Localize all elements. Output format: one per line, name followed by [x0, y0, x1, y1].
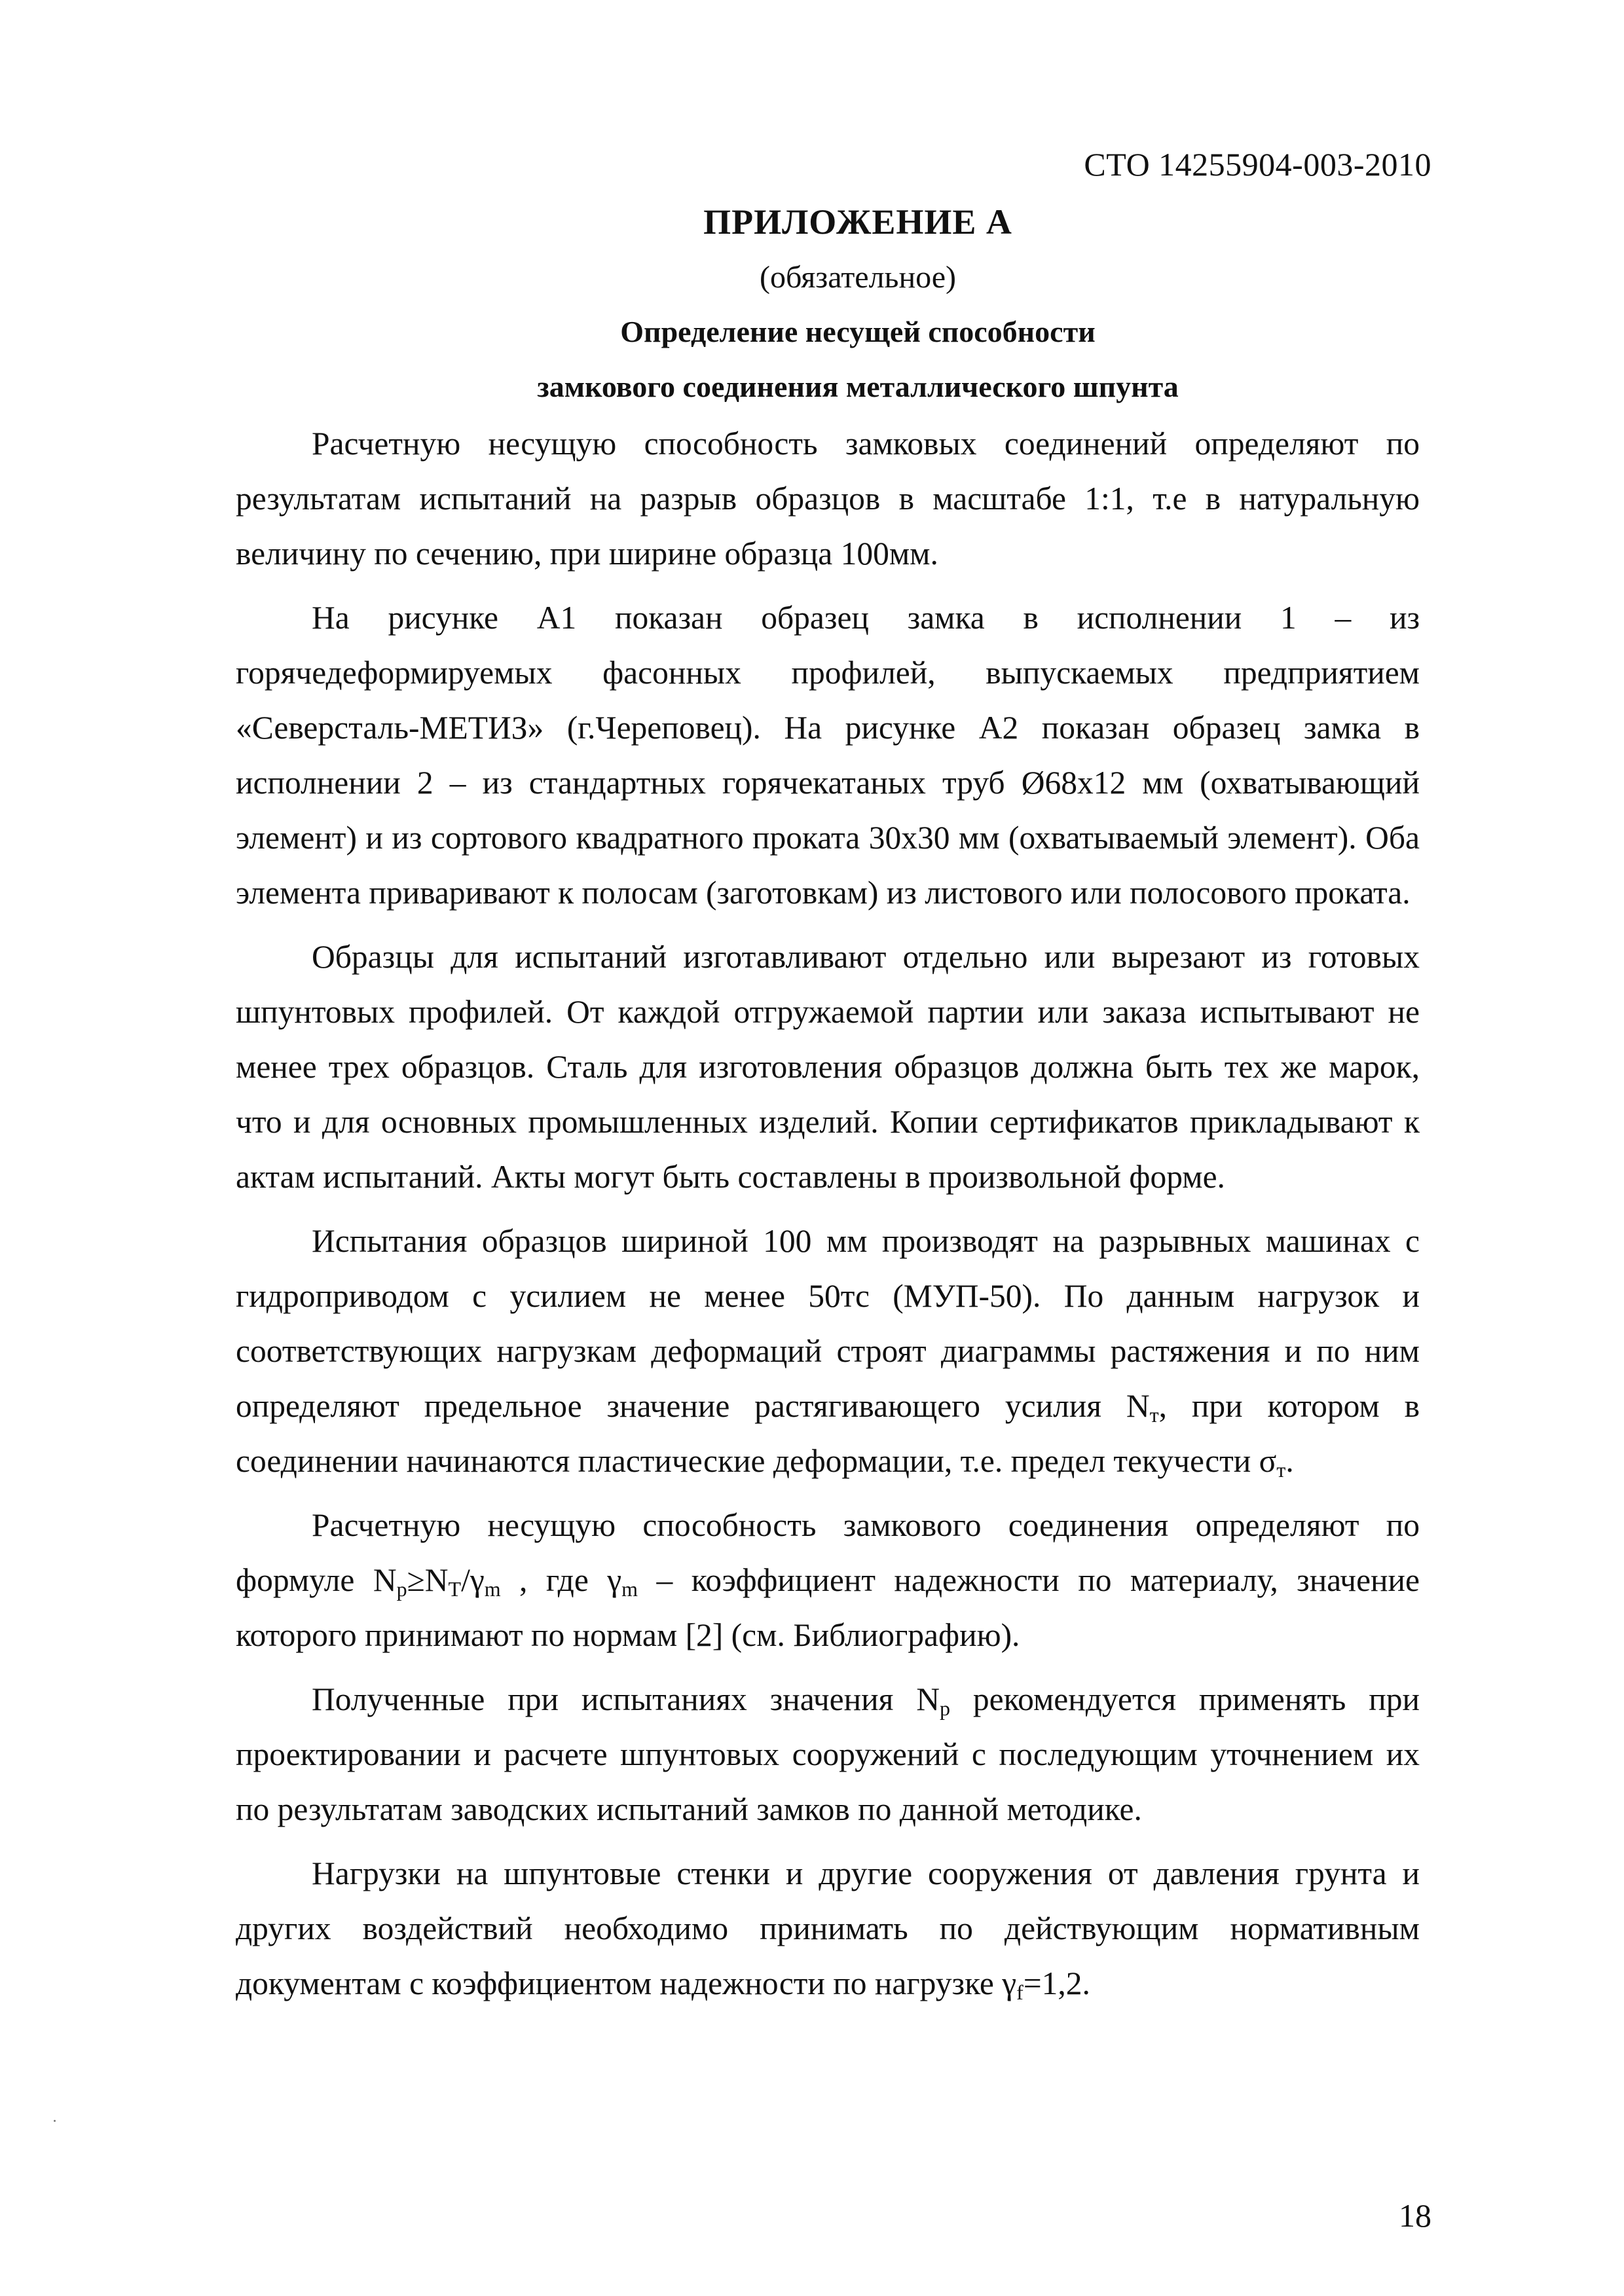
paragraph-2: На рисунке А1 показан образец замка в исполнении 1 – из горячедеформируемых фасонных профилей, выпускаемых предприятием «Северсталь-МЕТИЗ» (г.Череповец). На рисунке А2 показан образец замка в исполнении 2 – из стандартных горячекатаных труб Ø68х12 мм (охватывающий элемент) и из сортового квадратного проката 30х30 мм (охватываемый элемент). Оба элемента приваривают к полосам (заготовкам) из листового или полосового проката. [236, 600, 1420, 911]
subscript-p: p [940, 1696, 950, 1720]
paragraph-6-text-a: Полученные при испытаниях значения N [312, 1681, 940, 1717]
paragraph-6-text-b: рекомендуется применять при проектировании и расчете шпунтовых сооружений с последующим уточнением их по результатам заводских испытаний замков по данной методике. [236, 1681, 1420, 1827]
scan-speck [54, 2120, 56, 2122]
subscript-t: T [448, 1577, 462, 1601]
page-number: 18 [1399, 2197, 1431, 2234]
paragraph-5-text-a: Расчетную несущую способность замкового соединения определяют по формуле N [236, 1507, 1420, 1598]
subscript-m: m [621, 1577, 638, 1601]
body-text [236, 416, 1420, 2020]
document-code: СТО 14255904-003-2010 [1084, 146, 1431, 183]
subscript-t: т [1276, 1458, 1286, 1482]
paragraph-3: Образцы для испытаний изготавливают отдельно или вырезают из готовых шпунтовых профилей. От каждой отгружаемой партии или заказа испытывают не менее трех образцов. Сталь для изготовления образцов должна быть тех же марок, что и для основных промышленных изделий. Копии сертификатов прикладывают к актам испытаний. Акты могут быть составлены в произвольной форме. [236, 939, 1420, 1195]
paragraph-4-text-c: . [1285, 1443, 1294, 1479]
paragraph-7 [236, 1846, 1420, 2011]
paragraph-5-text-c: /γ [461, 1562, 485, 1598]
paragraph-4 [236, 1214, 1420, 1489]
subscript-p: p [396, 1577, 407, 1601]
appendix-status: (обязательное) [760, 260, 956, 295]
paragraph-5-text-e: – коэффициент надежности по материалу, значение которого принимают по нормам [2] (см. Библиографию). [236, 1562, 1420, 1653]
paragraph-5-text-b: ≥N [407, 1562, 449, 1598]
appendix-title: ПРИЛОЖЕНИЕ А [703, 202, 1012, 242]
subscript-f: f [1016, 1980, 1024, 2004]
paragraph-7-text-a: Нагрузки на шпунтовые стенки и другие сооружения от давления грунта и других воздействий необходимо принимать по действующим нормативным документам с коэффициентом надежности по нагрузке γ [236, 1855, 1420, 2001]
paragraph-5 [236, 1498, 1420, 1663]
subscript-t: т [1149, 1403, 1159, 1427]
paragraph-7-text-b: =1,2. [1023, 1965, 1090, 2001]
section-heading-line-1: Определение несущей способности [620, 315, 1096, 348]
paragraph-6 [236, 1672, 1420, 1837]
paragraph-4-text-a: Испытания образцов шириной 100 мм производят на разрывных машинах с гидроприводом с усилием не менее 50тс (МУП-50). По данным нагрузок и соответствующих нагрузкам деформаций строят диаграммы растяжения и по ним определяют предельное значение растягивающего усилия N [236, 1223, 1420, 1424]
paragraph-4-text-b: , при котором в соединении начинаются пластические деформации, т.е. предел текучести σ [236, 1388, 1420, 1479]
paragraph-5-text-d: , где γ [500, 1562, 622, 1598]
subscript-m: m [484, 1577, 501, 1601]
section-heading-line-2: замкового соединения металлического шпунта [537, 370, 1179, 403]
paragraph-1: Расчетную несущую способность замковых соединений определяют по результатам испытаний на разрыв образцов в масштабе 1:1, т.е в натуральную величину по сечению, при ширине образца 100мм. [236, 426, 1420, 572]
